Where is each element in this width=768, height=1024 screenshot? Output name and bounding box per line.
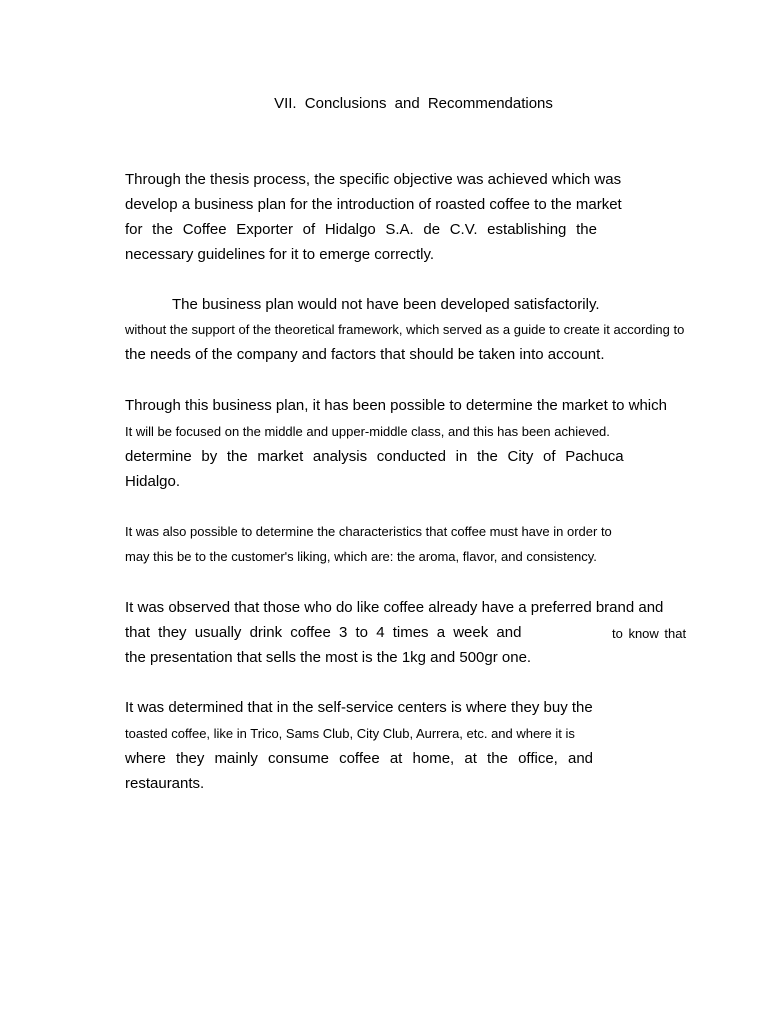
paragraph-3-line-3: determine by the market analysis conducted in the City of Pachuca [125,448,624,465]
paragraph-6-line-2: toasted coffee, like in Trico, Sams Club, City Club, Aurrera, etc. and where it is [125,726,575,741]
paragraph-1-line-1: Through the thesis process, the specific objective was achieved which was [125,171,622,188]
paragraph-2-line-1: The business plan would not have been developed satisfactorily. [172,296,600,313]
paragraph-6-line-4: restaurants. [125,775,205,792]
paragraph-1-line-3: for the Coffee Exporter of Hidalgo S.A. de C.V. establishing the [125,221,597,238]
paragraph-3-line-2: It will be focused on the middle and upper-middle class, and this has been achieved. [125,424,610,439]
paragraph-2-line-3: the needs of the company and factors that should be taken into account. [125,346,605,363]
paragraph-3-line-4: Hidalgo. [125,473,181,490]
paragraph-3-line-1: Through this business plan, it has been possible to determine the market to which [125,397,667,414]
paragraph-5-line-3: the presentation that sells the most is the 1kg and 500gr one. [125,649,532,666]
paragraph-1-line-4: necessary guidelines for it to emerge correctly. [125,246,435,263]
paragraph-5-line-1: It was observed that those who do like coffee already have a preferred brand and [125,599,664,616]
paragraph-4-line-1: It was also possible to determine the characteristics that coffee must have in order to [125,524,612,539]
paragraph-5-line-2: that they usually drink coffee 3 to 4 times a week and [125,624,522,641]
paragraph-1-line-2: develop a business plan for the introduction of roasted coffee to the market [125,196,622,213]
paragraph-2-line-2: without the support of the theoretical framework, which served as a guide to create it according to [125,322,685,337]
section-heading: VII. Conclusions and Recommendations [274,95,553,112]
paragraph-6-line-1: It was determined that in the self-service centers is where they buy the [125,699,593,716]
paragraph-6-line-3: where they mainly consume coffee at home, at the office, and [125,750,594,767]
paragraph-4-line-2: may this be to the customer's liking, which are: the aroma, flavor, and consistency. [125,549,597,564]
paragraph-5-line-2-tail: to know that [612,626,687,641]
